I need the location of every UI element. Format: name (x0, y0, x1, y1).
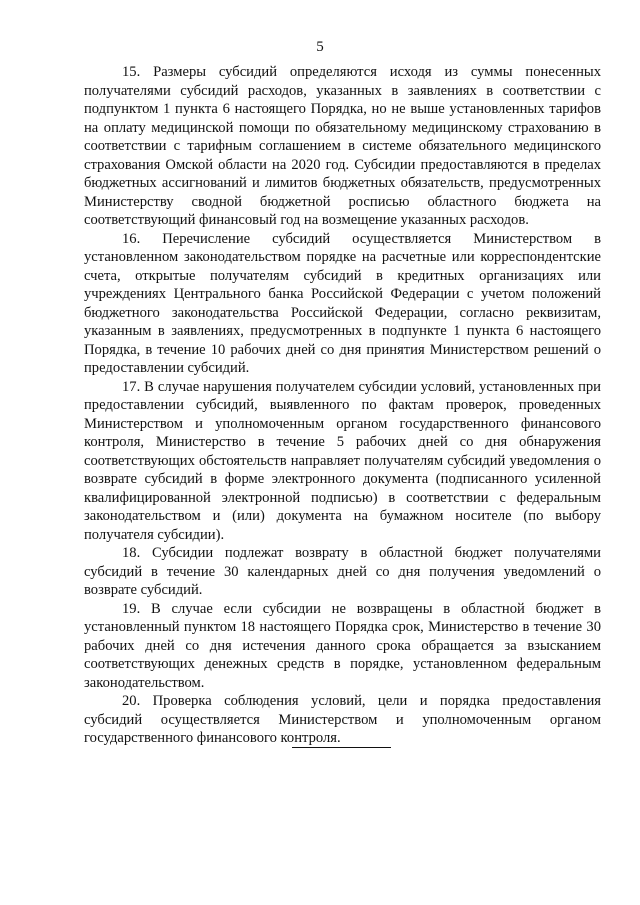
end-of-document-rule (292, 747, 391, 748)
paragraph-20: 20. Проверка соблюдения условий, цели и порядка предоставления субсидий осуществляется Министерством и уполномоченным органом государственного финансового контроля. (84, 693, 601, 746)
paragraph-15: 15. Размеры субсидий определяются исходя из суммы понесенных получателями субсидий расходов, указанных в заявлениях в соответствии с подпунктом 1 пункта 6 настоящего Порядка, но не выше установленных тарифов на оплату медицинской помощи по обязательному медицинскому страхованию в соответствии с тарифным соглашением в системе обязательного медицинского страхования Омской области на 2020 год. Субсидии предоставляются в пределах бюджетных ассигнований и лимитов бюджетных обязательств, предусмотренных Министерству сводной бюджетной росписью областного бюджета на соответствующий финансовый год на возмещение указанных расходов. (84, 64, 601, 228)
paragraph-16: 16. Перечисление субсидий осуществляется Министерством в установленном законодательством порядке на расчетные или корреспондентские счета, открытые получателям субсидий в кредитных организациях или учреждениях Центрального банка Российской Федерации с учетом положений бюджетного законодательства Российской Федерации, согласно реквизитам, указанным в заявлениях, предусмотренных в подпункте 1 пункта 6 настоящего Порядка, в течение 10 рабочих дней со дня принятия Министерством решений о предоставлении субсидий. (84, 230, 601, 376)
document-body (84, 63, 601, 748)
paragraph-17: 17. В случае нарушения получателем субсидии условий, установленных при предоставлении субсидий, выявленного по фактам проверок, проведенных Министерством и уполномоченным органом государственного финансового контроля, Министерство в течение 5 рабочих дней со дня обнаружения соответствующих обстоятельств направляет получателям субсидий уведомления о возврате субсидий в форме электронного документа (подписанного усиленной квалифицированной электронной подписью) в соответствии с федеральным законодательством и (или) документа на бумажном носителе (по выбору получателя субсидии). (84, 378, 601, 543)
paragraph-18: 18. Субсидии подлежат возврату в областной бюджет получателями субсидий в течение 30 календарных дней со дня получения уведомлений о возврате субсидий. (84, 545, 601, 598)
paragraph-19: 19. В случае если субсидии не возвращены в областной бюджет в установленный пунктом 18 настоящего Порядка срок, Министерство в течение 30 рабочих дней со дня истечения данного срока обращается за взысканием соответствующих денежных средств в порядке, установленном федеральным законодательством. (84, 600, 601, 691)
page-number: 5 (316, 39, 324, 55)
